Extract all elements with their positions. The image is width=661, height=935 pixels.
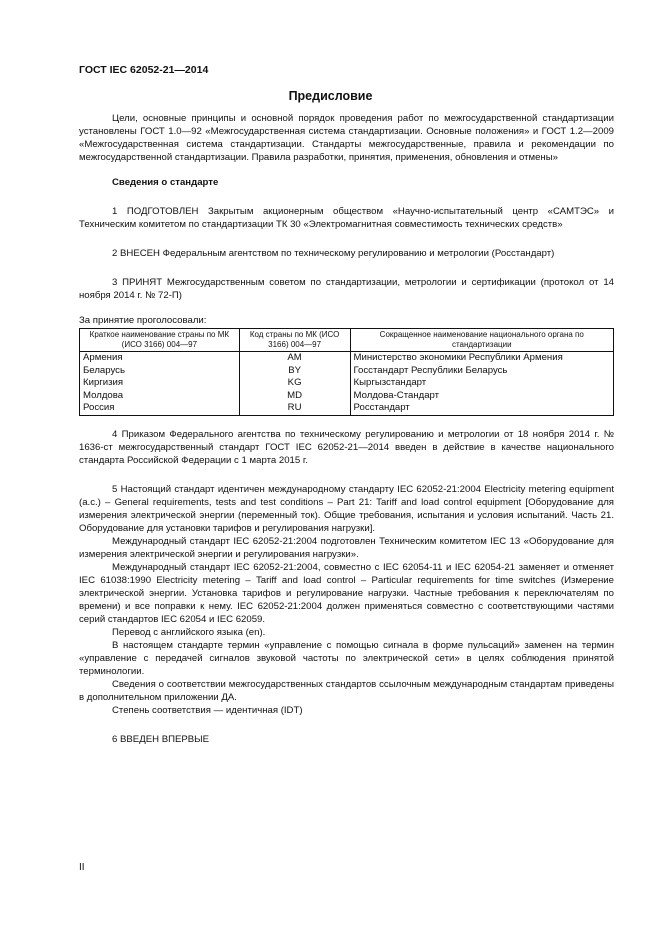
table-row	[80, 352, 614, 365]
code-cell: KG	[239, 377, 350, 390]
code-cell: RU	[239, 402, 350, 415]
item-5-paragraph-2: Международный стандарт IEC 62052-21:2004 подготовлен Техническим комитетом IEC 13 «Оборудование для измерения электрической энергии и регулирования нагрузки».	[79, 535, 614, 560]
header-code: Код страны по МК (ИСО 3166) 004—97	[239, 329, 350, 352]
table-row	[80, 390, 614, 403]
item-6: 6 ВВЕДЕН ВПЕРВЫЕ	[112, 733, 210, 745]
item-2: 2 ВНЕСЕН Федеральным агентством по техническому регулированию и метрологии (Росстандарт)	[112, 248, 555, 259]
code-cell: BY	[239, 365, 350, 378]
item-5-paragraph-5: В настоящем стандарте термин «управление с помощью сигнала в форме пульсаций» заменен на термин «управление с передачей сигналов звуковой частоты по электрической сети» в целях соблюдения принятой терминологии.	[79, 639, 614, 677]
item-5-paragraph-6: Сведения о соответствии межгосударственных стандартов ссылочным международным стандартам приведены в дополнительном приложении ДА.	[79, 678, 614, 703]
item-5-paragraph-4: Перевод с английского языка (en).	[112, 626, 266, 638]
page-title: Предисловие	[288, 89, 373, 103]
votes-label: За принятие проголосовали:	[79, 315, 207, 326]
body-cell: Министерство экономики Республики Армения	[350, 352, 614, 365]
code-cell: AM	[239, 352, 350, 365]
votes-table-header	[80, 329, 614, 352]
info-heading: Сведения о стандарте	[112, 177, 219, 188]
body-cell: Кыргызстандарт	[350, 377, 614, 390]
foreword-body	[79, 112, 614, 746]
item-4: 4 Приказом Федерального агентства по техническому регулированию и метрологии от 18 ноября 2014 г. № 1636-ст межгосударственный стандарт ГОСТ IEC 62052-21—2014 введен в действие в качестве национального стандарта Российской Федерации с 1 марта 2015 г.	[79, 428, 614, 466]
standard-header: ГОСТ IEC 62052-21—2014	[79, 64, 209, 76]
table-row	[80, 377, 614, 390]
item-3: 3 ПРИНЯТ Межгосударственным советом по стандартизации, метрологии и сертификации (протокол от 14 ноября 2014 г. № 72-П)	[79, 277, 614, 301]
country-cell: Россия	[80, 402, 240, 415]
table-row	[80, 402, 614, 415]
item-1: 1 ПОДГОТОВЛЕН Закрытым акционерным обществом «Научно-испытательный центр «САМТЭС» и Техническим комитетом по стандартизации ТК 30 «Электромагнитная совместимость технических средств»	[79, 206, 614, 230]
item-5-paragraph-3: Международный стандарт IEC 62052-21:2004, совместно с IEC 62054-11 и IEC 62054-21 заменяет и отменяет IEC 61038:1990 Electricity metering – Tariff and load control – Particular requirements for time switches (Измерение электрической энергии. Установка тарифов и регулирование нагрузки. Частные требования к переключателям по времени) и все поправки к нему. IEC 62052-21:2004 должен применяться совместно с соответствующими частями серий стандартов IEC 62054 и IEC 62059.	[79, 561, 614, 625]
country-cell: Беларусь	[80, 365, 240, 378]
votes-table	[79, 328, 614, 416]
table-row	[80, 365, 614, 378]
country-cell: Армения	[80, 352, 240, 365]
body-cell: Молдова-Стандарт	[350, 390, 614, 403]
item-5-paragraph-1: 5 Настоящий стандарт идентичен международному стандарту IEC 62052-21:2004 Electricity metering equipment (a.c.) – General requirements, tests and test conditions – Part 21: Tariff and load control equipment [Оборудование для измерения электрической энергии (переменный ток). Общие требования, испытания и условия испытаний. Часть 21. Оборудование для установки тарифов и регулирования нагрузки].	[79, 483, 614, 534]
item-5-paragraph-7: Степень соответствия — идентичная (IDT)	[112, 704, 303, 716]
country-cell: Молдова	[80, 390, 240, 403]
country-cell: Киргизия	[80, 377, 240, 390]
body-cell: Росстандарт	[350, 402, 614, 415]
page-number: II	[79, 862, 85, 873]
code-cell: MD	[239, 390, 350, 403]
body-cell: Госстандарт Республики Беларусь	[350, 365, 614, 378]
intro-paragraph: Цели, основные принципы и основной порядок проведения работ по межгосударственной стандартизации установлены ГОСТ 1.0—92 «Межгосударственная система стандартизации. Основные положения» и ГОСТ 1.2—2009 «Межгосударственная система стандартизации. Стандарты межгосударственные, правила и рекомендации по межгосударственной стандартизации. Правила разработки, принятия, применения, обновления и отмены»	[79, 113, 614, 163]
header-country: Краткое наименование страны по МК (ИСО 3166) 004—97	[80, 329, 240, 352]
header-body: Сокращенное наименование национального органа по стандартизации	[350, 329, 614, 352]
